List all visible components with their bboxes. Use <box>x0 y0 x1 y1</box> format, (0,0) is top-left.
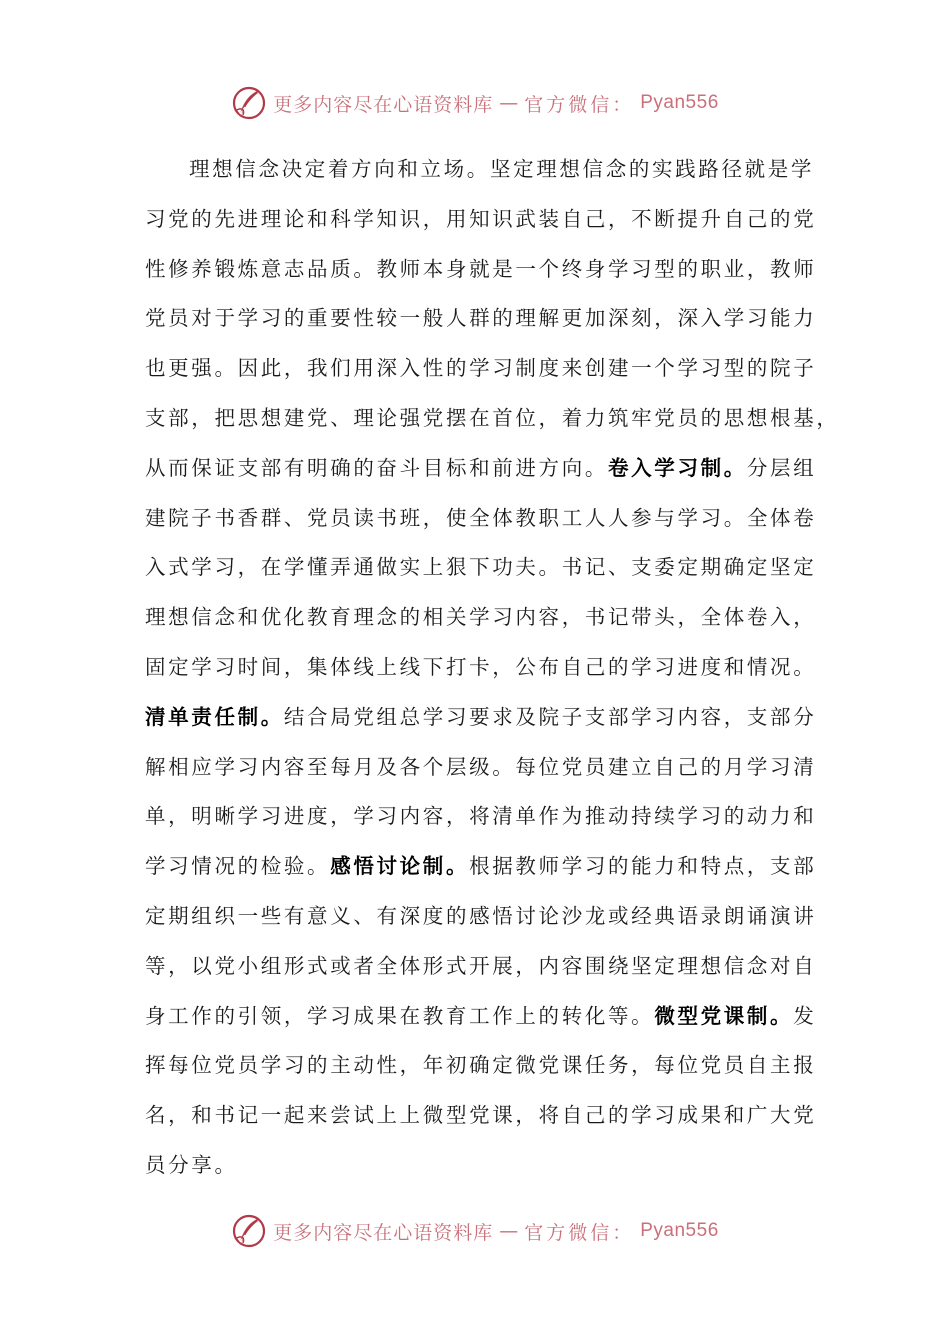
text-line <box>145 294 817 344</box>
text-run: 等，以党小组形式或者全体形式开展，内容围绕坚定理想信念对自 <box>145 953 817 978</box>
text-line <box>145 942 817 992</box>
text-run: 结合局党组总学习要求及院子支部学习内容，支部分 <box>283 704 817 729</box>
banner-separator: — <box>499 1220 519 1242</box>
bold-heading: 感悟讨论制。 <box>330 854 470 879</box>
text-line <box>145 892 817 942</box>
text-run: 发 <box>793 1003 817 1028</box>
text-run: 也更强。因此，我们用深入性的学习制度来创建一个学习型的院子 <box>145 356 817 381</box>
header-banner <box>0 78 950 128</box>
bold-heading: 微型党课制。 <box>654 1003 794 1028</box>
text-run: 理想信念和优化教育理念的相关学习内容，书记带头，全体卷入， <box>145 605 817 630</box>
quill-pen-logo-icon <box>231 1213 267 1249</box>
text-line <box>145 444 817 494</box>
text-line <box>145 494 817 544</box>
text-line <box>145 792 817 842</box>
text-line <box>145 1041 817 1091</box>
banner-tagline: 更多内容尽在心语资料库 <box>273 93 494 116</box>
banner-wechat-label: 官方微信： <box>524 1221 635 1244</box>
text-line <box>145 245 817 295</box>
footer-banner <box>0 1206 950 1256</box>
text-run: 入式学习，在学懂弄通做实上狠下功夫。书记、支委定期确定坚定 <box>145 555 817 580</box>
text-run: 名，和书记一起来尝试上上微型党课，将自己的学习成果和广大党 <box>145 1103 817 1128</box>
text-line <box>145 593 817 643</box>
text-line <box>145 693 817 743</box>
text-line <box>145 145 815 195</box>
text-line <box>145 643 817 693</box>
banner-wechat-label: 官方微信： <box>524 93 635 116</box>
banner-wechat-id: Pyan556 <box>640 92 719 113</box>
text-line <box>145 842 817 892</box>
text-run: 挥每位党员学习的主动性，年初确定微党课任务，每位党员自主报 <box>145 1053 817 1078</box>
text-run: 身工作的引领，学习成果在教育工作上的转化等。 <box>145 1003 655 1028</box>
text-run: 分层组 <box>746 455 817 480</box>
text-run: 建院子书香群、党员读书班，使全体教职工人人参与学习。全体卷 <box>145 505 817 530</box>
text-line <box>145 394 840 444</box>
text-run: 支部，把思想建党、理论强党摆在首位，着力筑牢党员的思想根基， <box>145 405 840 430</box>
text-line <box>145 1141 807 1191</box>
text-line <box>145 1091 817 1141</box>
text-run: 单，明晰学习进度，学习内容，将清单作为推动持续学习的动力和 <box>145 804 817 829</box>
text-run: 性修养锻炼意志品质。教师本身就是一个终身学习型的职业，教师 <box>145 256 817 281</box>
text-run: 固定学习时间，集体线上线下打卡，公布自己的学习进度和情况。 <box>145 654 817 679</box>
text-run: 学习情况的检验。 <box>145 854 331 879</box>
text-line <box>145 992 817 1042</box>
text-line <box>145 743 817 793</box>
text-line <box>145 344 817 394</box>
quill-pen-logo-icon <box>231 85 267 121</box>
text-run: 从而保证支部有明确的奋斗目标和前进方向。 <box>145 455 608 480</box>
text-run: 党员对于学习的重要性较一般人群的理解更加深刻，深入学习能力 <box>145 306 817 331</box>
bold-heading: 清单责任制。 <box>145 704 284 729</box>
bold-heading: 卷入学习制。 <box>608 455 747 480</box>
banner-wechat-id: Pyan556 <box>640 1220 719 1241</box>
text-run: 理想信念决定着方向和立场。坚定理想信念的实践路径就是学 <box>189 157 815 181</box>
text-run: 习党的先进理论和科学知识，用知识武装自己，不断提升自己的党 <box>145 206 817 231</box>
banner-separator: — <box>499 92 519 114</box>
text-run: 根据教师学习的能力和特点，支部 <box>469 854 817 879</box>
text-run: 员分享。 <box>145 1152 238 1177</box>
document-body <box>145 145 840 1191</box>
text-line <box>145 543 817 593</box>
banner-tagline: 更多内容尽在心语资料库 <box>273 1221 494 1244</box>
text-run: 定期组织一些有意义、有深度的感悟讨论沙龙或经典语录朗诵演讲 <box>145 903 817 928</box>
text-run: 解相应学习内容至每月及各个层级。每位党员建立自己的月学习清 <box>145 754 817 779</box>
text-line <box>145 195 817 245</box>
